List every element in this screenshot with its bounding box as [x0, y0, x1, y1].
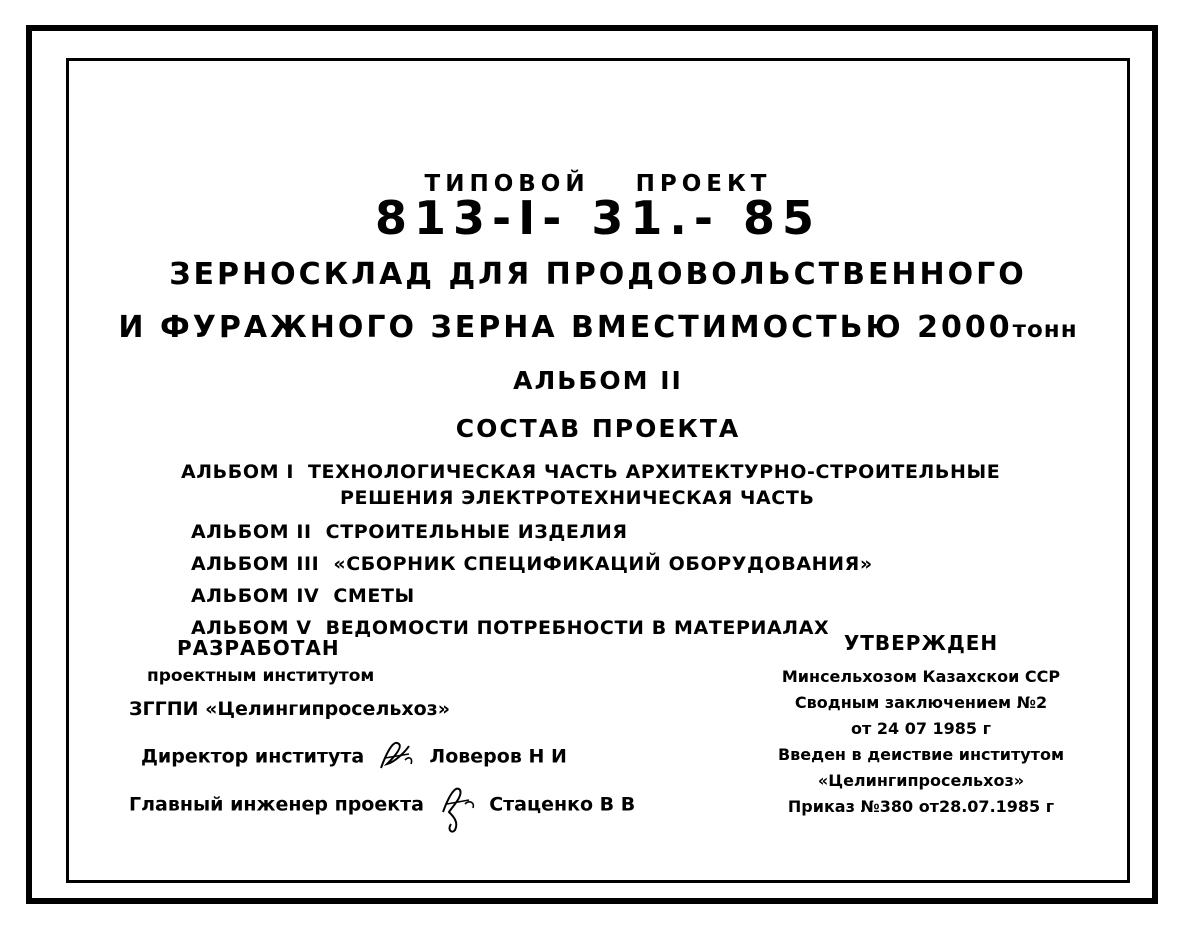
director-row [141, 744, 749, 770]
project-title-line-1: ЗЕРНОСКЛАД ДЛЯ ПРОДОВОЛЬСТВЕННОГО [169, 257, 1027, 292]
contents-list [181, 461, 1041, 649]
contents-item-continuation [326, 487, 1041, 509]
approved-line-6: Приказ №380 от28.07.1985 г [787, 797, 1055, 816]
approved-line-4: Введен в деиствие институтом [777, 745, 1065, 764]
developed-organization: ЗГГПИ «Целингипросельхоз» [129, 698, 450, 720]
approved-by-block [751, 631, 1091, 816]
contents-item-text: СМЕТЫ [333, 585, 415, 607]
contents-item [191, 585, 1041, 607]
contents-item-text: ТЕХНОЛОГИЧЕСКАЯ ЧАСТЬ АРХИТЕКТУРНО-СТРОИТЕЛЬНЫЕ [308, 461, 1001, 483]
kicker-word-2: ПРОЕКТ [635, 171, 772, 197]
developed-subtitle: проектным институтом [147, 666, 375, 686]
approved-line-1: Минсельхозом Казахскои ССР [781, 667, 1061, 686]
album-number: АЛЬБОМ II [513, 366, 683, 395]
approved-line-2: Сводным заключением №2 [794, 693, 1048, 712]
project-title-units: тонн [1012, 317, 1078, 343]
approved-line-5: «Целингипросельхоз» [817, 771, 1025, 790]
approved-heading: УТВЕРЖДЕН [843, 631, 999, 655]
contents-item-label: АЛЬБОМ II [191, 521, 312, 543]
contents-item-text: ВЕДОМОСТИ ПОТРЕБНОСТИ В МАТЕРИАЛАХ [325, 617, 830, 639]
director-name: Ловеров Н И [429, 745, 567, 768]
contents-item-text: СТРОИТЕЛЬНЫЕ ИЗДЕЛИЯ [325, 521, 628, 543]
drawing-sheet-inner-border [66, 58, 1130, 883]
contents-item-label: АЛЬБОМ V [191, 617, 312, 639]
project-title-line-2-main: И ФУРАЖНОГО ЗЕРНА ВМЕСТИМОСТЬЮ 2000 [118, 310, 1013, 345]
contents-item [191, 553, 1041, 575]
contents-item-label: АЛЬБОМ IV [191, 585, 320, 607]
contents-item-label: АЛЬБОМ III [191, 553, 320, 575]
chief-engineer-role: Главный инженер проекта [129, 793, 424, 816]
director-signature-icon [375, 744, 419, 770]
chief-engineer-signature-icon [435, 792, 479, 818]
contents-item-text: «СБОРНИК СПЕЦИФИКАЦИЙ ОБОРУДОВАНИЯ» [333, 553, 873, 575]
director-role: Директор института [141, 745, 365, 768]
contents-item-text-2: РЕШЕНИЯ ЭЛЕКТРОТЕХНИЧЕСКАЯ ЧАСТЬ [340, 487, 815, 509]
approved-line-3: от 24 07 1985 г [851, 719, 991, 738]
developed-by-block [129, 636, 749, 818]
chief-engineer-name: Стаценко В В [489, 793, 636, 816]
contents-item-label: АЛЬБОМ I [181, 461, 294, 483]
developed-heading: РАЗРАБОТАН [177, 636, 340, 660]
contents-item [181, 461, 1041, 483]
project-code: 813-I- 31.- 85 [375, 191, 821, 245]
kicker-word-1: ТИПОВОЙ [424, 171, 590, 197]
drawing-sheet-outer-border [26, 25, 1158, 904]
contents-heading: СОСТАВ ПРОЕКТА [455, 414, 741, 443]
contents-item [191, 521, 1041, 543]
chief-engineer-row [129, 792, 749, 818]
project-title-line-2 [69, 310, 1127, 345]
